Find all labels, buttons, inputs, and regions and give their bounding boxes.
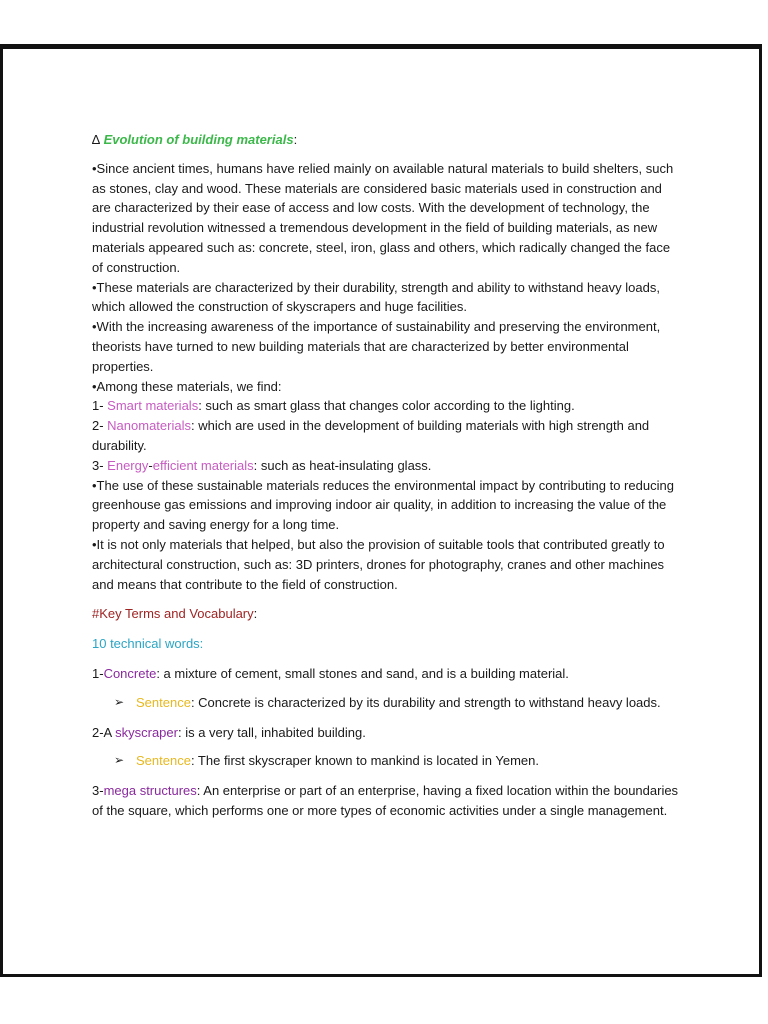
vocab-item-1 [92,664,682,684]
paragraph-4: •Among these materials, we find: [92,378,282,394]
material-term: Nanomaterials [107,418,191,434]
material-num: 2- [92,418,108,434]
material-item-2 [92,416,682,456]
vocab-definition: : a mixture of cement, small stones and sand, and is a building material. [156,665,569,681]
vocab-num: 2-A [92,724,116,740]
vocab-num: 1- [92,665,104,681]
vocab-sentence-1 [114,693,682,713]
vocab-item-3 [92,781,682,821]
material-desc: : which are used in the development of building materials with high strength and durability. [92,418,650,453]
document-content [92,130,682,821]
paragraph-1: •Since ancient times, humans have relied mainly on available natural materials to build shelters, such as stones, clay and wood. These materials are considered basic materials used in construction and are characterized by their ease of access and low costs. With the development of technology, the industrial revolution witnessed a tremendous development in the field of building materials, as new materials appeared such as: concrete, steel, iron, glass and others, which radically changed the face of construction. [92,160,674,275]
heading-colon: : [293,132,298,147]
vocab-definition: : is a very tall, inhabited building. [177,724,366,740]
arrow-bullet-icon: ➢ [114,694,125,709]
material-term: Energy [107,457,149,473]
vocab-definition: : An enterprise or part of an enterprise, having a fixed location within the boundaries of the square, which performs one or more types of economic activities under a single management. [92,783,679,818]
key-terms-heading [92,604,682,624]
vocab-sentence-2 [114,751,682,771]
arrow-bullet-icon: ➢ [114,753,125,768]
heading-title: Evolution of building materials [103,132,294,147]
sentence-body: : The first skyscraper known to mankind is located in Yemen. [190,753,539,769]
section-heading [92,130,682,150]
material-item-1 [92,396,682,416]
vocab-term: skyscraper [115,724,178,740]
material-item-3 [92,456,682,476]
technical-words-heading: 10 technical words: [92,636,204,652]
material-num: 1- [92,398,108,414]
sentence-body: : Concrete is characterized by its durability and strength to withstand heavy loads. [190,694,661,710]
sentence-text [136,751,682,771]
paragraph-3: •With the increasing awareness of the importance of sustainability and preserving the environment, theorists have turned to new building materials that are characterized by better environmental properties. [92,319,661,374]
material-hyphen: - [148,457,153,473]
sentence-text [136,693,682,713]
vocab-num: 3- [92,783,104,799]
sentence-label: Sentence [136,753,191,769]
vocab-term: Concrete [103,665,157,681]
paragraph-6: •It is not only materials that helped, but also the provision of suitable tools that contributed greatly to architectural construction, such as: 3D printers, drones for photography, cranes and other machines and means that contribute to the field of construction. [92,536,665,592]
material-desc: : such as smart glass that changes color according to the lighting. [198,398,575,414]
paragraph-2: •These materials are characterized by their durability, strength and ability to withstand heavy loads, which allowed the construction of skyscrapers and huge facilities. [92,279,660,315]
material-term: Smart materials [107,398,199,414]
sentence-label: Sentence [136,694,191,710]
paragraph-5: •The use of these sustainable materials reduces the environmental impact by contributing to reducing greenhouse gas emissions and improving indoor air quality, in addition to increasing the value of the property and saving energy for a long time. [92,477,674,533]
material-term: efficient materials [152,457,254,473]
vocab-term: mega structures [103,783,197,799]
key-terms-colon: : [253,606,258,622]
material-desc: : such as heat-insulating glass. [253,457,432,473]
delta-symbol: ∆ [92,132,100,147]
vocab-item-2 [92,723,682,743]
hash-symbol: # [92,606,100,622]
key-terms-title: Key Terms and Vocabulary [99,606,254,622]
material-num: 3- [92,457,108,473]
